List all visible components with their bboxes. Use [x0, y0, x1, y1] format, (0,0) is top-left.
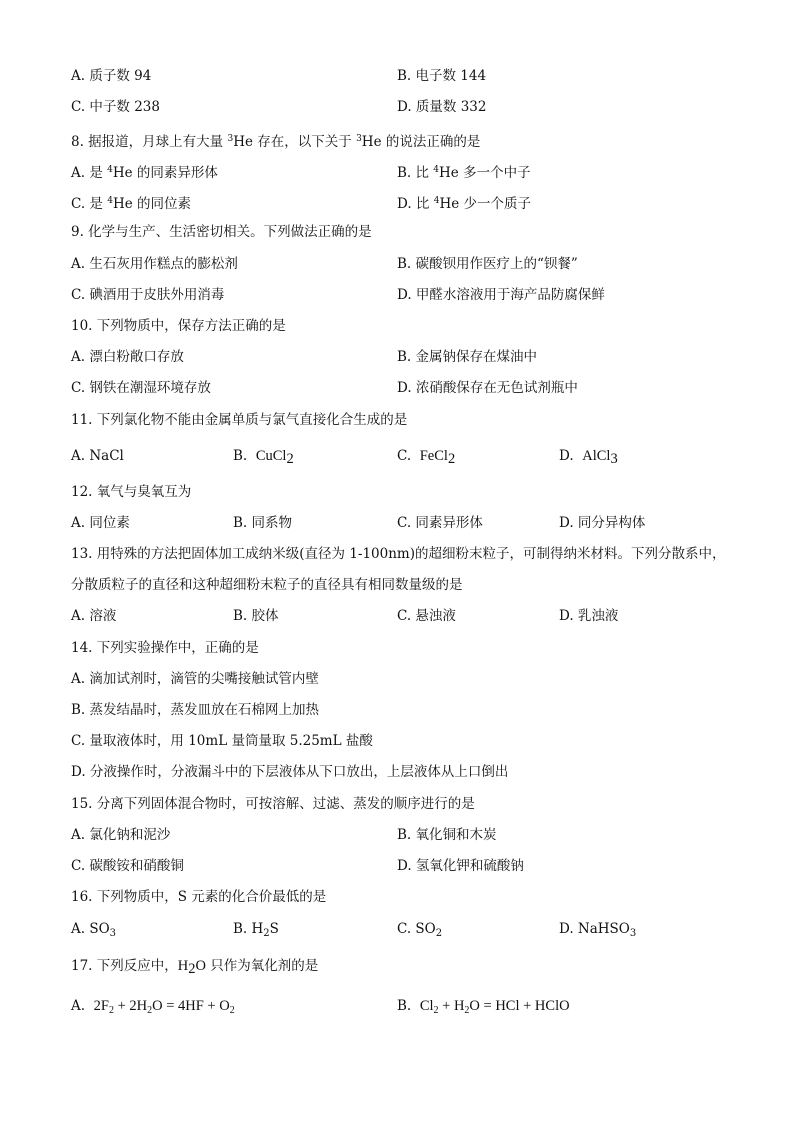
q8-stem-suffix: He 的说法正确的是: [361, 134, 481, 150]
q16-c-sub: 2: [435, 928, 443, 939]
q17-a-eq-sub: 2: [147, 1005, 153, 1016]
q11-stem: 11. 下列氯化物不能由金属单质与氯气直接化合生成的是: [71, 412, 408, 428]
q9-option-c: C. 碘酒用于皮肤外用消毒: [71, 287, 225, 303]
q17-stem-formula-h: H: [177, 958, 189, 974]
q17-stem-formula-sub: 2: [188, 961, 196, 977]
q8-d-prefix: D. 比: [397, 196, 434, 212]
q16-a-sub: 3: [109, 928, 117, 939]
q17-b-label: B.: [397, 998, 412, 1014]
q8-stem-mid: He 存在，以下关于: [233, 134, 357, 150]
q11-b-formula-sub: 2: [286, 451, 294, 467]
q12-option-b: B. 同系物: [233, 515, 293, 531]
q8-c-sup: 4: [107, 196, 113, 206]
q8-b-suffix: He 多一个中子: [439, 165, 531, 181]
q13-option-b: B. 胶体: [233, 608, 279, 624]
q17-stem-suffix: 只作为氧化剂的是: [205, 958, 319, 974]
q8-b-sup: 4: [433, 165, 440, 175]
q17-b-eq-part: Cl: [419, 998, 434, 1014]
q8-d-suffix: He 少一个质子: [439, 196, 532, 212]
q16-option-c: [397, 920, 442, 943]
q16-a-base: A. SO: [71, 921, 110, 937]
q17-option-a: [71, 997, 235, 1020]
q11-c-formula-sub: 2: [447, 451, 456, 467]
q11-b-formula-base: CuCl: [255, 448, 287, 464]
q17-stem-formula-o: O: [195, 958, 206, 974]
q11-d-formula-base: AlCl: [582, 448, 611, 464]
q8-d-sup: 4: [433, 196, 440, 206]
q17-b-equation: [420, 998, 570, 1014]
q13-stem-line2: 分散质粒子的直径和这种超细粉末粒子的直径具有相同数量级的是: [71, 577, 463, 593]
q7-option-c: C. 中子数 238: [71, 99, 160, 115]
q10-stem: 10. 下列物质中，保存方法正确的是: [71, 318, 286, 334]
q16-d-base: D. NaHSO: [559, 921, 630, 937]
q17-a-eq-sub: 2: [108, 1005, 114, 1016]
q8-option-d: [397, 192, 531, 213]
q7-option-b: B. 电子数 144: [397, 68, 487, 84]
q14-stem: 14. 下列实验操作中，正确的是: [71, 640, 259, 656]
q9-stem: 9. 化学与生产、生活密切相关。下列做法正确的是: [71, 224, 372, 240]
q13-option-d: D. 乳浊液: [559, 608, 619, 624]
q8-a-prefix: A. 是: [71, 165, 108, 181]
q15-option-a: A. 氯化钠和泥沙: [71, 827, 171, 843]
q15-option-b: B. 氧化铜和木炭: [397, 827, 497, 843]
q14-option-c: C. 量取液体时，用 10mL 量筒量取 5.25mL 盐酸: [71, 733, 373, 749]
q17-a-eq-part: 2F: [93, 998, 109, 1014]
q17-stem: [71, 957, 318, 978]
q14-option-d: D. 分液操作时，分液漏斗中的下层液体从下口放出，上层液体从上口倒出: [71, 764, 509, 780]
q8-option-b: [397, 161, 531, 182]
q7-option-d: D. 质量数 332: [397, 99, 487, 115]
q16-option-d: [559, 920, 636, 943]
q8-stem: [71, 130, 480, 151]
q16-b-post: S: [269, 921, 279, 937]
q14-option-b: B. 蒸发结晶时，蒸发皿放在石棉网上加热: [71, 702, 320, 718]
q16-c-base: C. SO: [397, 921, 436, 937]
q8-a-sup: 4: [107, 165, 113, 175]
q11-d-label: D.: [559, 448, 574, 464]
q8-b-prefix: B. 比: [397, 165, 434, 181]
q12-stem: 12. 氧气与臭氧互为: [71, 484, 192, 500]
q16-d-sub: 3: [629, 928, 637, 939]
q11-option-a: A. NaCl: [71, 448, 124, 464]
q13-stem-line1: 13. 用特殊的方法把固体加工成纳米级(直径为 1-100nm)的超细粉末粒子，可制得纳米材料。下列分散系中，: [71, 546, 726, 562]
q11-option-b: [233, 447, 294, 468]
q12-option-d: D. 同分异构体: [559, 515, 646, 531]
q16-option-a: [71, 920, 116, 943]
q11-c-label: C.: [397, 448, 412, 464]
q17-a-eq-part: O = 4HF + O: [152, 998, 230, 1014]
q10-option-c: C. 钢铁在潮湿环境存放: [71, 380, 211, 396]
q17-stem-prefix: 17. 下列反应中，: [71, 958, 178, 974]
q10-option-d: D. 浓硝酸保存在无色试剂瓶中: [397, 380, 578, 396]
q17-option-b: [397, 997, 570, 1020]
q17-a-eq-part: + 2H: [113, 998, 148, 1014]
q16-option-b: [233, 920, 279, 943]
q17-a-label: A.: [71, 998, 86, 1014]
q11-c-formula-base: FeCl: [419, 448, 448, 464]
q15-option-d: D. 氢氧化钾和硫酸钠: [397, 858, 524, 874]
q14-option-a: A. 滴加试剂时，滴管的尖嘴接触试管内壁: [71, 671, 319, 687]
q10-option-a: A. 漂白粉敞口存放: [71, 349, 184, 365]
q17-b-eq-part: + H: [438, 998, 465, 1014]
q15-option-c: C. 碳酸铵和硝酸铜: [71, 858, 184, 874]
q17-b-eq-sub: 2: [464, 1005, 470, 1016]
q17-a-eq-sub: 2: [229, 1005, 235, 1016]
q11-option-c: [397, 447, 455, 468]
q13-option-c: C. 悬浊液: [397, 608, 456, 624]
q8-option-c: [71, 192, 191, 213]
q17-b-eq-part: O = HCl + HClO: [469, 998, 570, 1014]
q11-d-formula-sub: 3: [610, 451, 618, 467]
q16-stem: 16. 下列物质中，S 元素的化合价最低的是: [71, 889, 327, 905]
q16-b-pre: B. H: [233, 921, 264, 937]
q8-c-prefix: C. 是: [71, 196, 108, 212]
q11-option-d: [559, 447, 618, 468]
q15-stem: 15. 分离下列固体混合物时，可按溶解、过滤、蒸发的顺序进行的是: [71, 796, 475, 812]
q8-option-a: [71, 161, 218, 182]
q11-b-label: B.: [233, 448, 248, 464]
q8-stem-prefix: 8. 据报道，月球上有大量: [71, 134, 228, 150]
q7-option-a: A. 质子数 94: [71, 68, 152, 84]
q16-b-sub: 2: [263, 928, 270, 939]
q13-option-a: A. 溶液: [71, 608, 117, 624]
q9-option-b: B. 碳酸钡用作医疗上的“钡餐”: [397, 256, 578, 272]
q17-a-equation: [94, 998, 235, 1014]
q17-b-eq-sub: 2: [433, 1005, 439, 1016]
q9-option-a: A. 生石灰用作糕点的膨松剂: [71, 256, 238, 272]
q12-option-a: A. 同位素: [71, 515, 130, 531]
q8-a-suffix: He 的同素异形体: [112, 165, 218, 181]
q8-c-suffix: He 的同位素: [112, 196, 192, 212]
q12-option-c: C. 同素异形体: [397, 515, 483, 531]
q8-stem-sup2: 3: [356, 134, 362, 144]
q9-option-d: D. 甲醛水溶液用于海产品防腐保鲜: [397, 287, 605, 303]
q10-option-b: B. 金属钠保存在煤油中: [397, 349, 538, 365]
q8-stem-sup1: 3: [227, 134, 234, 144]
